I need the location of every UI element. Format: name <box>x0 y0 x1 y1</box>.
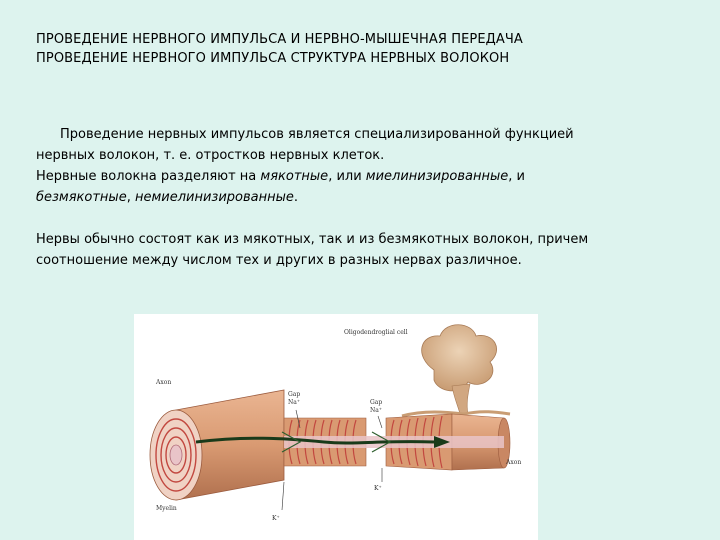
p2-end: . <box>293 190 299 205</box>
p2-sep-3: , <box>126 190 135 205</box>
p3-line-2: соотношение между числом тех и других в разных нервах различное. <box>36 253 522 268</box>
p1-line-2: нервных волокон, т. е. отростков нервных клеток. <box>36 148 385 163</box>
myelin-segment-left <box>150 390 284 500</box>
label-na-2: Na⁺ <box>370 407 382 414</box>
label-myelin: Myelin <box>156 505 177 512</box>
p2-sep-2: , и <box>508 169 525 184</box>
term-bezmyakotnye: безмякотные <box>36 190 127 205</box>
title-line-1: ПРОВЕДЕНИЕ НЕРВНОГО ИМПУЛЬСА И НЕРВНО-МЫШЕЧНАЯ ПЕРЕДАЧА <box>36 32 523 47</box>
p3-line-1: Нервы обычно состоят как из мякотных, так и из безмякотных волокон, причем <box>36 232 589 247</box>
term-mielinizirovannye: миелинизированные <box>365 169 509 184</box>
paragraph-3 <box>36 229 696 271</box>
label-k-2: K⁺ <box>272 515 280 522</box>
paragraph-1 <box>36 124 696 166</box>
label-na-1: Na⁺ <box>288 399 300 406</box>
nerve-fiber-illustration <box>134 314 538 540</box>
p1-line-1: Проведение нервных импульсов является специализированной функцией <box>60 127 574 142</box>
label-axon-left: Axon <box>156 379 172 386</box>
oligodendroglial-cell <box>402 325 510 416</box>
label-axon-right: Axon <box>506 459 522 466</box>
label-gap-1: Gap <box>288 391 301 398</box>
label-oligodendroglial-cell: Oligodendroglial cell <box>344 329 408 336</box>
label-k-1: K⁺ <box>374 485 382 492</box>
slide-body <box>36 124 696 271</box>
p2-sep-1: , или <box>328 169 366 184</box>
title-line-2: ПРОВЕДЕНИЕ НЕРВНОГО ИМПУЛЬСА СТРУКТУРА НЕРВНЫХ ВОЛОКОН <box>36 51 510 66</box>
term-nemielinizirovannye: немиелинизированные <box>134 190 294 205</box>
myelinated-axon-diagram <box>134 314 538 540</box>
paragraph-2 <box>36 166 696 208</box>
slide-title <box>36 30 696 68</box>
p2-prefix: Нервные волокна разделяют на <box>36 169 261 184</box>
term-myakotnye: мякотные <box>260 169 329 184</box>
label-gap-2: Gap <box>370 399 383 406</box>
